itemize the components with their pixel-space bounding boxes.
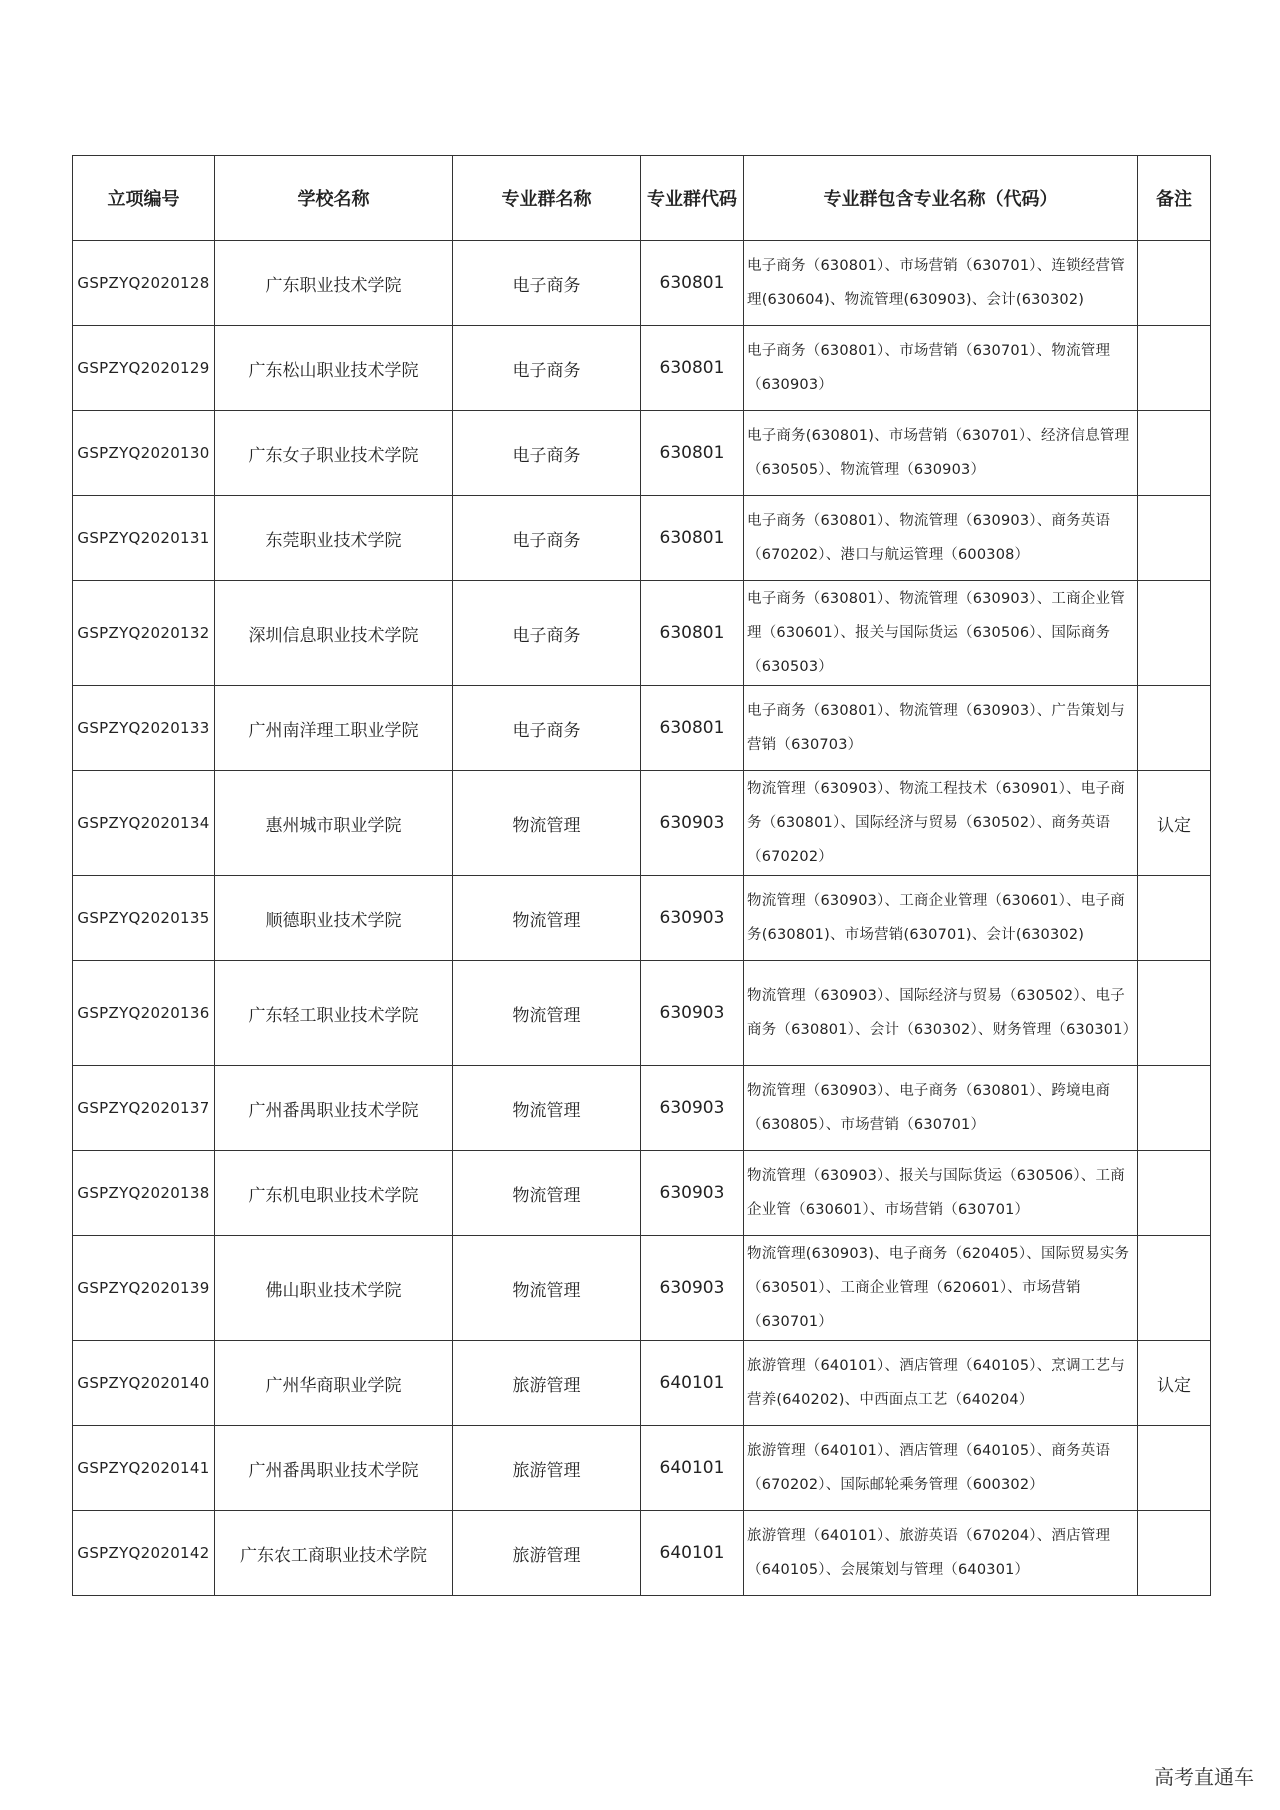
group-name-cell: 电子商务 [453, 496, 641, 581]
note-cell [1138, 581, 1211, 686]
note-cell [1138, 961, 1211, 1066]
group-code-cell: 630801 [641, 241, 744, 326]
group-name-cell: 物流管理 [453, 1066, 641, 1151]
group-code-cell: 640101 [641, 1426, 744, 1511]
majors-cell: 物流管理（630903）、物流工程技术（630901）、电子商务（630801）、国际经济与贸易（630502）、商务英语（670202） [744, 771, 1138, 876]
group-code-cell: 630801 [641, 581, 744, 686]
majors-cell: 电子商务（630801）、物流管理（630903）、广告策划与营销（630703） [744, 686, 1138, 771]
group-code-cell: 630903 [641, 1236, 744, 1341]
group-name-cell: 物流管理 [453, 961, 641, 1066]
table-row [73, 326, 1211, 411]
note-cell [1138, 1511, 1211, 1596]
project-id-cell: GSPZYQ2020140 [73, 1341, 215, 1426]
majors-cell: 旅游管理（640101）、酒店管理（640105）、烹调工艺与营养(640202)、中西面点工艺（640204） [744, 1341, 1138, 1426]
school-cell: 广东机电职业技术学院 [215, 1151, 453, 1236]
school-cell: 广东农工商职业技术学院 [215, 1511, 453, 1596]
table-row [73, 496, 1211, 581]
group-code-cell: 630903 [641, 961, 744, 1066]
project-id-cell: GSPZYQ2020132 [73, 581, 215, 686]
majors-cell: 物流管理（630903）、电子商务（630801）、跨境电商（630805）、市场营销（630701） [744, 1066, 1138, 1151]
group-name-cell: 电子商务 [453, 581, 641, 686]
majors-cell: 物流管理(630903)、电子商务（620405）、国际贸易实务（630501）、工商企业管理（620601）、市场营销（630701） [744, 1236, 1138, 1341]
note-cell [1138, 411, 1211, 496]
header-row [73, 156, 1211, 241]
majors-cell: 旅游管理（640101）、酒店管理（640105）、商务英语（670202）、国际邮轮乘务管理（600302） [744, 1426, 1138, 1511]
group-name-cell: 物流管理 [453, 876, 641, 961]
majors-cell: 电子商务(630801)、市场营销（630701）、经济信息管理（630505）、物流管理（630903） [744, 411, 1138, 496]
majors-cell: 电子商务（630801）、市场营销（630701）、物流管理（630903） [744, 326, 1138, 411]
group-name-cell: 电子商务 [453, 686, 641, 771]
school-cell: 深圳信息职业技术学院 [215, 581, 453, 686]
note-cell [1138, 1151, 1211, 1236]
table-row [73, 876, 1211, 961]
project-id-cell: GSPZYQ2020134 [73, 771, 215, 876]
project-id-cell: GSPZYQ2020137 [73, 1066, 215, 1151]
group-name-cell: 物流管理 [453, 771, 641, 876]
school-cell: 广州华商职业学院 [215, 1341, 453, 1426]
project-id-cell: GSPZYQ2020129 [73, 326, 215, 411]
project-id-cell: GSPZYQ2020135 [73, 876, 215, 961]
group-name-cell: 电子商务 [453, 326, 641, 411]
school-cell: 广东松山职业技术学院 [215, 326, 453, 411]
project-id-cell: GSPZYQ2020136 [73, 961, 215, 1066]
table-row [73, 1426, 1211, 1511]
table-row [73, 581, 1211, 686]
header-group-name: 专业群名称 [453, 156, 641, 241]
note-cell [1138, 326, 1211, 411]
note-cell [1138, 1426, 1211, 1511]
table-row [73, 411, 1211, 496]
note-cell [1138, 1066, 1211, 1151]
project-id-cell: GSPZYQ2020138 [73, 1151, 215, 1236]
group-name-cell: 旅游管理 [453, 1426, 641, 1511]
majors-cell: 电子商务（630801）、市场营销（630701）、连锁经营管理(630604)、物流管理(630903)、会计(630302) [744, 241, 1138, 326]
majors-cell: 电子商务（630801）、物流管理（630903）、商务英语（670202）、港口与航运管理（600308） [744, 496, 1138, 581]
project-id-cell: GSPZYQ2020142 [73, 1511, 215, 1596]
header-note: 备注 [1138, 156, 1211, 241]
majors-cell: 电子商务（630801）、物流管理（630903）、工商企业管理（630601）、报关与国际货运（630506）、国际商务（630503） [744, 581, 1138, 686]
header-id: 立项编号 [73, 156, 215, 241]
project-id-cell: GSPZYQ2020128 [73, 241, 215, 326]
school-cell: 顺德职业技术学院 [215, 876, 453, 961]
majors-cell: 物流管理（630903）、国际经济与贸易（630502）、电子商务（630801）、会计（630302）、财务管理（630301） [744, 961, 1138, 1066]
watermark: 高考直通车 [1154, 1765, 1254, 1789]
project-id-cell: GSPZYQ2020141 [73, 1426, 215, 1511]
table-row [73, 1151, 1211, 1236]
project-id-cell: GSPZYQ2020139 [73, 1236, 215, 1341]
group-name-cell: 电子商务 [453, 411, 641, 496]
table-row [73, 961, 1211, 1066]
header-majors: 专业群包含专业名称（代码） [744, 156, 1138, 241]
majors-cell: 旅游管理（640101）、旅游英语（670204）、酒店管理（640105）、会展策划与管理（640301） [744, 1511, 1138, 1596]
group-code-cell: 630903 [641, 876, 744, 961]
table-row [73, 1066, 1211, 1151]
school-cell: 惠州城市职业学院 [215, 771, 453, 876]
group-name-cell: 物流管理 [453, 1151, 641, 1236]
table-row [73, 1341, 1211, 1426]
school-cell: 广州番禺职业技术学院 [215, 1066, 453, 1151]
table-row [73, 1511, 1211, 1596]
project-id-cell: GSPZYQ2020131 [73, 496, 215, 581]
note-cell [1138, 876, 1211, 961]
group-code-cell: 630903 [641, 1151, 744, 1236]
group-code-cell: 630801 [641, 411, 744, 496]
group-code-cell: 640101 [641, 1511, 744, 1596]
note-cell [1138, 496, 1211, 581]
table-row [73, 686, 1211, 771]
group-code-cell: 640101 [641, 1341, 744, 1426]
note-cell [1138, 1236, 1211, 1341]
table-row [73, 241, 1211, 326]
group-code-cell: 630903 [641, 1066, 744, 1151]
school-cell: 广州南洋理工职业学院 [215, 686, 453, 771]
note-cell: 认定 [1138, 1341, 1211, 1426]
group-code-cell: 630801 [641, 326, 744, 411]
school-cell: 佛山职业技术学院 [215, 1236, 453, 1341]
note-cell [1138, 241, 1211, 326]
header-group-code: 专业群代码 [641, 156, 744, 241]
header-school: 学校名称 [215, 156, 453, 241]
majors-cell: 物流管理（630903）、报关与国际货运（630506）、工商企业管（630601）、市场营销（630701） [744, 1151, 1138, 1236]
school-cell: 广东女子职业技术学院 [215, 411, 453, 496]
group-code-cell: 630801 [641, 496, 744, 581]
group-name-cell: 旅游管理 [453, 1511, 641, 1596]
project-id-cell: GSPZYQ2020133 [73, 686, 215, 771]
group-code-cell: 630903 [641, 771, 744, 876]
majors-cell: 物流管理（630903）、工商企业管理（630601）、电子商务(630801)、市场营销(630701)、会计(630302) [744, 876, 1138, 961]
note-cell [1138, 686, 1211, 771]
majors-table [72, 155, 1211, 1596]
group-name-cell: 物流管理 [453, 1236, 641, 1341]
note-cell: 认定 [1138, 771, 1211, 876]
group-name-cell: 旅游管理 [453, 1341, 641, 1426]
table-row [73, 1236, 1211, 1341]
school-cell: 广东职业技术学院 [215, 241, 453, 326]
group-name-cell: 电子商务 [453, 241, 641, 326]
school-cell: 广州番禺职业技术学院 [215, 1426, 453, 1511]
project-id-cell: GSPZYQ2020130 [73, 411, 215, 496]
school-cell: 东莞职业技术学院 [215, 496, 453, 581]
group-code-cell: 630801 [641, 686, 744, 771]
school-cell: 广东轻工职业技术学院 [215, 961, 453, 1066]
table-row [73, 771, 1211, 876]
